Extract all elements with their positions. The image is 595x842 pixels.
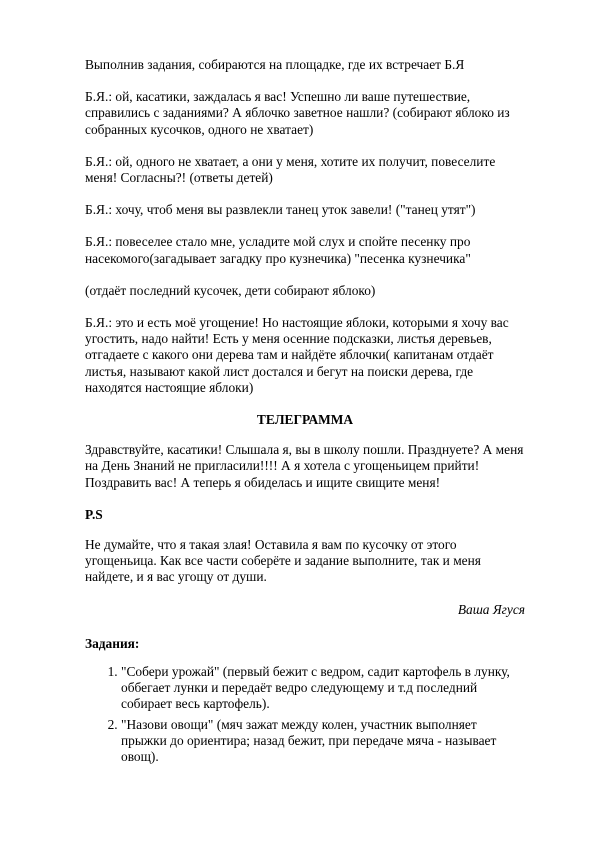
paragraph-missing-piece: Б.Я.: ой, одного не хватает, а они у меня, хотите их получит, повеселите меня! Согласны?! (ответы детей) [85,153,496,186]
paragraph-duck-dance: Б.Я.: хочу, чтоб меня вы развлекли танец уток завели! ("танец утят") [85,202,476,218]
telegram-body: Здравствуйте, касатики! Слышала я, вы в школу пошли. Празднуете? А меня на День Знаний не пригласили!!!! А я хотела с угощеньицем прийти! Поздравить вас! А теперь я обиделась и ищите свищите меня! [85,442,524,490]
task-item-harvest: 1. "Собери урожай" (первый бежит с ведром, садит картофель в лунку, оббегает лунки и передаёт ведро следующему и т.д последний собирает весь картофель). [121,664,525,713]
paragraph-intro: Выполнив задания, собираются на площадке, где их встречает Б.Я [85,57,465,72]
telegram-ps-label: P.S [85,506,103,522]
document-page [85,57,525,769]
paragraph-real-apples: Б.Я.: это и есть моё угощение! Но настоящие яблоки, которыми я хочу вас угостить, надо найти! Есть у меня осенние подсказки, листья деревьев, отгадаете с какого они дерева там и найдёте яблочки( капитанам отдаёт листья, называют какой лист достался и бегут на поиски дерева, где находятся настоящие яблоки) [85,315,509,395]
telegram-signature: Ваша Ягуся [457,601,525,617]
tasks-heading: Задания: [85,635,140,651]
paragraph-last-piece: (отдаёт последний кусочек, дети собирают яблоко) [85,282,376,298]
paragraph-grasshopper-song: Б.Я.: повеселее стало мне, усладите мой слух и спойте песенку про насекомого(загадывает загадку про кузнечика) "песенка кузнечика" [85,234,471,266]
telegram-title: ТЕЛЕГРАММА [256,412,354,428]
paragraph-baba-yaga-greeting: Б.Я.: ой, касатики, заждалась я вас! Успешно ли ваше путешествие, справились с заданиями? А яблочко заветное нашли? (собирают яблоко из собранных кусочков, одного не хватает) [85,89,510,137]
telegram-ps-body: Не думайте, что я такая злая! Оставила я вам по кусочку от этого угощеньица. Как все части соберёте и задание выполните, так и меня найдете, и я вас угощу от души. [85,537,481,585]
tasks-list [85,664,525,765]
task-item-vegetables: 2. "Назови овощи" (мяч зажат между колен, участник выполняет прыжки до ориентира; назад бежит, при передаче мяча - называет овощ). [121,717,525,766]
